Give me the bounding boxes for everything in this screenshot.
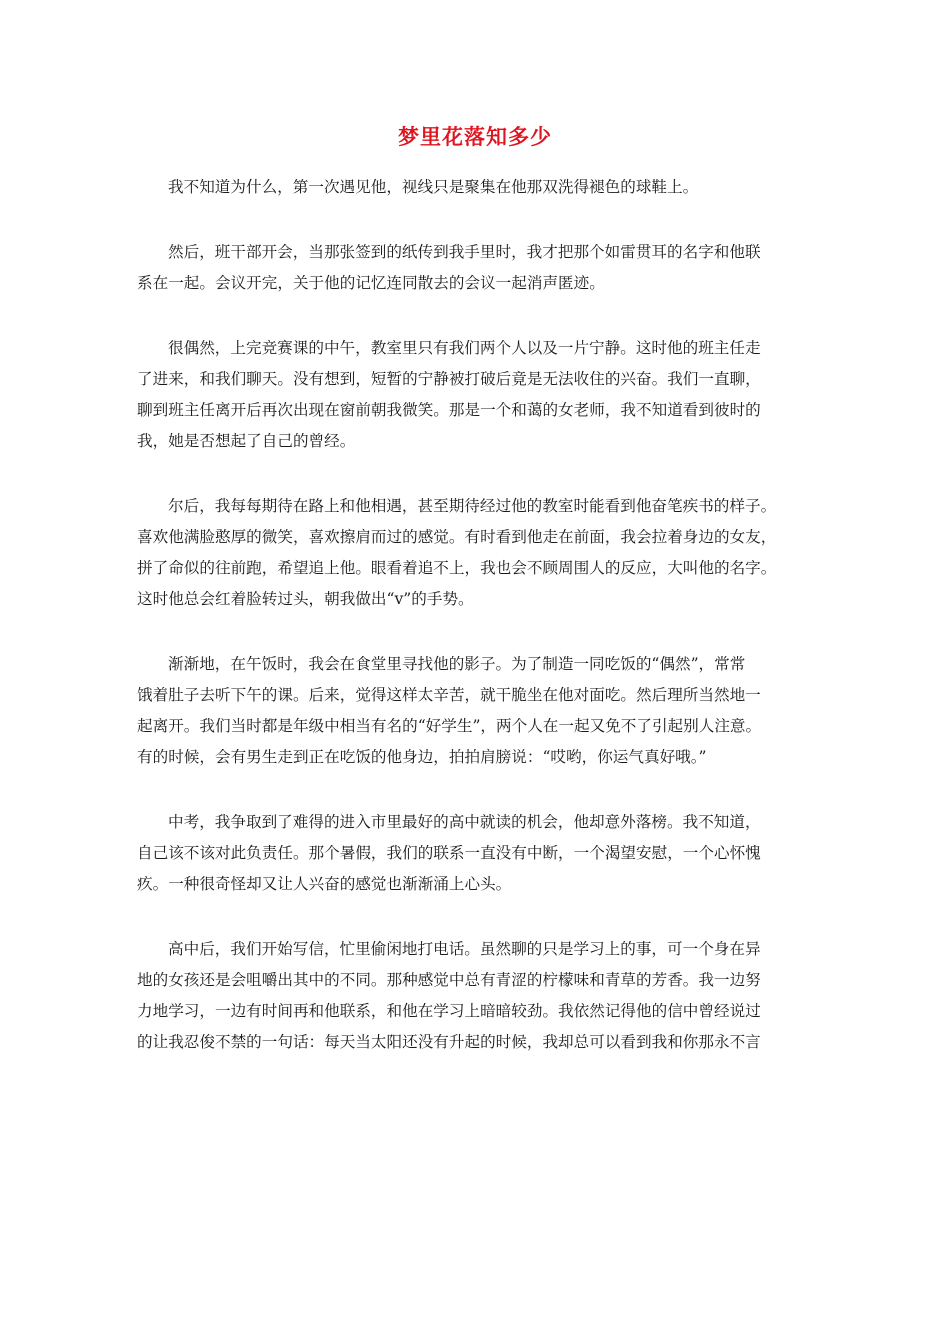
paragraph — [137, 237, 821, 299]
paragraph — [137, 934, 821, 1058]
paragraph-line: 很偶然，上完竞赛课的中午，教室里只有我们两个人以及一片宁静。这时他的班主任走 — [168, 339, 761, 357]
paragraph — [137, 491, 821, 615]
paragraph — [137, 172, 821, 203]
paragraph-line: 中考，我争取到了难得的进入市里最好的高中就读的机会，他却意外落榜。我不知道， — [168, 813, 761, 831]
document-title: 梦里花落知多少 — [398, 124, 552, 149]
paragraph-line: 的让我忍俊不禁的一句话：每天当太阳还没有升起的时候，我却总可以看到我和你那永不言 — [137, 1033, 761, 1051]
paragraph-line: 地的女孩还是会咀嚼出其中的不同。那种感觉中总有青涩的柠檬味和青草的芳香。我一边努 — [137, 971, 761, 989]
paragraph — [137, 333, 821, 457]
paragraph-line: 我，她是否想起了自己的曾经。 — [137, 432, 356, 450]
paragraph-line: 尔后，我每每期待在路上和他相遇，甚至期待经过他的教室时能看到他奋笔疾书的样子。 — [168, 497, 777, 515]
paragraph-line: 这时他总会红着脸转过头，朝我做出“v”的手势。 — [137, 590, 474, 608]
paragraph-line: 系在一起。会议开完，关于他的记忆连同散去的会议一起消声匿迹。 — [137, 274, 605, 292]
paragraph-line: 有的时候，会有男生走到正在吃饭的他身边，拍拍肩膀说：“哎哟，你运气真好哦。” — [137, 748, 707, 766]
paragraph-line: 自己该不该对此负责任。那个暑假，我们的联系一直没有中断，一个渴望安慰，一个心怀愧 — [137, 844, 761, 862]
paragraph-line: 疚。一种很奇怪却又让人兴奋的感觉也渐渐涌上心头。 — [137, 875, 512, 893]
paragraph-line: 了进来，和我们聊天。没有想到，短暂的宁静被打破后竟是无法收住的兴奋。我们一直聊， — [137, 370, 761, 388]
paragraph-line: 我不知道为什么，第一次遇见他，视线只是聚集在他那双洗得褪色的球鞋上。 — [168, 178, 699, 196]
paragraph-line: 起离开。我们当时都是年级中相当有名的“好学生”，两个人在一起又免不了引起别人注意。 — [137, 717, 762, 735]
paragraph-line: 高中后，我们开始写信，忙里偷闲地打电话。虽然聊的只是学习上的事，可一个身在异 — [168, 940, 761, 958]
paragraph — [137, 649, 821, 773]
paragraph-line: 拼了命似的往前跑，希望追上他。眼看着追不上，我也会不顾周围人的反应，大叫他的名字。 — [137, 559, 777, 577]
paragraph-line: 聊到班主任离开后再次出现在窗前朝我微笑。那是一个和蔼的女老师，我不知道看到彼时的 — [137, 401, 761, 419]
paragraph-line: 然后，班干部开会，当那张签到的纸传到我手里时，我才把那个如雷贯耳的名字和他联 — [168, 243, 761, 261]
paragraph-line: 力地学习，一边有时间再和他联系，和他在学习上暗暗较劲。我依然记得他的信中曾经说过 — [137, 1002, 761, 1020]
paragraph-line: 饿着肚子去听下午的课。后来，觉得这样太辛苦，就干脆坐在他对面吃。然后理所当然地一 — [137, 686, 761, 704]
document-body — [137, 172, 821, 1092]
paragraph — [137, 807, 821, 900]
paragraph-line: 渐渐地，在午饭时，我会在食堂里寻找他的影子。为了制造一同吃饭的“偶然”，常常 — [168, 655, 746, 673]
paragraph-line: 喜欢他满脸憨厚的微笑，喜欢擦肩而过的感觉。有时看到他走在前面，我会拉着身边的女友， — [137, 528, 777, 546]
